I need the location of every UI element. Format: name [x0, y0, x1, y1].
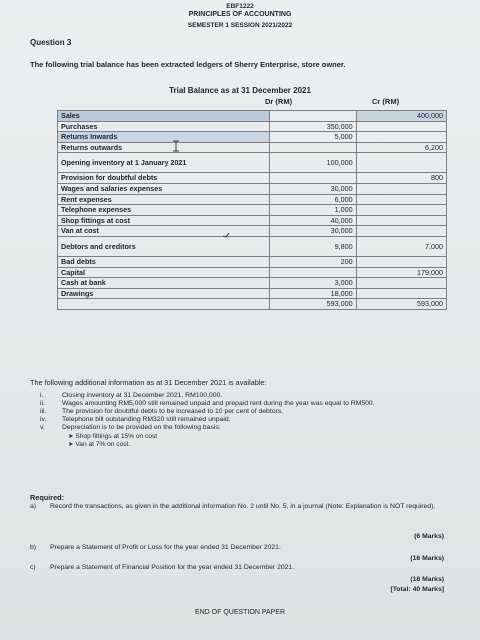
credit-value — [356, 194, 446, 205]
list-number: v. — [40, 424, 45, 431]
list-bullet — [62, 440, 440, 448]
required-heading: Required: — [30, 493, 65, 502]
credit-value — [356, 226, 446, 237]
required-part-b — [30, 544, 440, 551]
debit-value: 5,000 — [270, 132, 356, 143]
account-name: Drawings — [58, 288, 270, 299]
course-code: EBF1222 — [226, 3, 254, 10]
table-total-row — [58, 299, 447, 310]
list-bullet — [62, 432, 440, 440]
debit-value: 6,000 — [270, 194, 356, 205]
credit-value — [356, 183, 446, 194]
list-number: i. — [40, 392, 44, 399]
additional-info-list — [40, 392, 440, 448]
account-name: Purchases — [58, 121, 270, 132]
list-item — [40, 392, 440, 399]
list-item — [40, 400, 440, 407]
debit-value: 3,000 — [270, 278, 356, 289]
debit-value: 40,000 — [270, 215, 356, 226]
account-name: Returns outwards — [58, 142, 270, 153]
pen-tick-mark-icon — [222, 232, 230, 238]
additional-info-heading: The following additional information as at 31 December 2021 is available: — [30, 378, 267, 387]
credit-value — [356, 153, 446, 173]
debit-value: 350,000 — [270, 121, 356, 132]
account-name: Van at cost — [58, 226, 270, 237]
credit-value — [356, 278, 446, 289]
table-row — [58, 132, 447, 143]
debit-value: 100,000 — [270, 153, 356, 173]
list-text: Telephone bill outstanding RM320 still remained unpaid. — [62, 416, 231, 423]
table-row — [58, 278, 447, 289]
list-text: Wages amounting RM5,000 still remained unpaid and prepaid rent during the year was equal to RM500. — [62, 400, 375, 407]
account-name: Provision for doubtful debts — [58, 173, 270, 184]
marks-b: (16 Marks) — [410, 555, 444, 562]
required-part-c — [30, 564, 440, 571]
table-row — [58, 288, 447, 299]
account-name: Rent expenses — [58, 194, 270, 205]
table-row — [58, 236, 447, 256]
debit-value: 30,000 — [270, 183, 356, 194]
account-name: Wages and salaries expenses — [58, 183, 270, 194]
credit-value: 400,000 — [356, 111, 446, 122]
credit-value — [356, 215, 446, 226]
credit-value — [356, 288, 446, 299]
list-item — [40, 424, 440, 431]
dr-column-header: Dr (RM) — [265, 97, 293, 106]
account-name: Cash at bank — [58, 278, 270, 289]
credit-value: 7,000 — [356, 236, 446, 256]
end-of-paper: END OF QUESTION PAPER — [194, 609, 286, 616]
debit-total: 593,000 — [270, 299, 356, 310]
bullet-text: Shop fittings at 15% on cost — [75, 433, 158, 440]
credit-value: 179,000 — [356, 267, 446, 278]
cr-column-header: Cr (RM) — [372, 97, 400, 106]
debit-value: 9,800 — [270, 236, 356, 256]
debit-value: 1,000 — [270, 205, 356, 216]
credit-total: 593,000 — [356, 299, 446, 310]
credit-value — [356, 256, 446, 267]
account-name: Returns Inwards — [58, 132, 270, 143]
list-item — [40, 408, 440, 415]
table-row — [58, 173, 447, 184]
debit-value: 30,000 — [270, 226, 356, 237]
part-label: b) — [30, 544, 37, 551]
credit-value: 800 — [356, 173, 446, 184]
debit-value — [270, 173, 356, 184]
table-row — [58, 121, 447, 132]
question-intro: The following trial balance has been extracted ledgers of Sherry Enterprise, store owner. — [30, 60, 346, 69]
trial-balance-table — [57, 110, 447, 310]
marks-a: (6 Marks) — [414, 533, 444, 540]
account-name: Shop fittings at cost — [58, 215, 270, 226]
list-text: The provision for doubtful debts to be increased to 10 per cent of debtors. — [62, 408, 284, 415]
table-row — [58, 267, 447, 278]
list-number: ii. — [40, 400, 45, 407]
debit-value: 18,000 — [270, 288, 356, 299]
total-marks: [Total: 40 Marks] — [390, 586, 444, 593]
account-name: Bad debts — [58, 256, 270, 267]
required-part-a — [30, 503, 440, 510]
credit-value — [356, 121, 446, 132]
marks-c: (18 Marks) — [410, 576, 444, 583]
credit-value — [356, 205, 446, 216]
total-label — [58, 299, 270, 310]
debit-value — [270, 267, 356, 278]
part-text: Prepare a Statement of Profit or Loss for the year ended 31 December 2021. — [50, 544, 281, 551]
table-row — [58, 194, 447, 205]
trial-balance-title: Trial Balance as at 31 December 2021 — [169, 86, 311, 95]
table-row — [58, 142, 447, 153]
table-row — [58, 183, 447, 194]
list-number: iv. — [40, 416, 47, 423]
list-text: Depreciation is to be provided on the following basis: — [62, 424, 221, 431]
list-text: Closing inventory at 31 December 2021, RM100,000. — [62, 392, 223, 399]
debit-value — [270, 142, 356, 153]
text-cursor-icon — [172, 140, 180, 152]
list-item — [40, 416, 440, 423]
question-title: Question 3 — [30, 38, 72, 47]
bullet-text: Van at 7% on cost. — [75, 441, 131, 448]
table-row — [58, 226, 447, 237]
credit-value: 6,200 — [356, 142, 446, 153]
account-name: Capital — [58, 267, 270, 278]
table-row — [58, 153, 447, 173]
table-row — [58, 215, 447, 226]
table-row — [58, 205, 447, 216]
debit-value — [270, 111, 356, 122]
part-text: Record the transactions, as given in the additional information No. 2 until No. 5, in a journal (Note: Explanation is NOT required). — [50, 503, 436, 510]
list-number: iii. — [40, 408, 47, 415]
session-line: SEMESTER 1 SESSION 2021/2022 — [187, 22, 293, 29]
credit-value — [356, 132, 446, 143]
account-name: Opening inventory at 1 January 2021 — [58, 153, 270, 173]
account-name: Debtors and creditors — [58, 236, 270, 256]
part-text: Prepare a Statement of Financial Position for the year ended 31 December 2021. — [50, 564, 295, 571]
part-label: a) — [30, 503, 37, 510]
account-name: Sales — [58, 111, 270, 122]
arrow-bullet-icon: ➤ — [68, 441, 74, 448]
course-name: PRINCIPLES OF ACCOUNTING — [188, 11, 292, 18]
arrow-bullet-icon: ➤ — [68, 433, 74, 440]
debit-value: 200 — [270, 256, 356, 267]
table-row — [58, 111, 447, 122]
part-label: c) — [30, 564, 36, 571]
table-row — [58, 256, 447, 267]
account-name: Telephone expenses — [58, 205, 270, 216]
